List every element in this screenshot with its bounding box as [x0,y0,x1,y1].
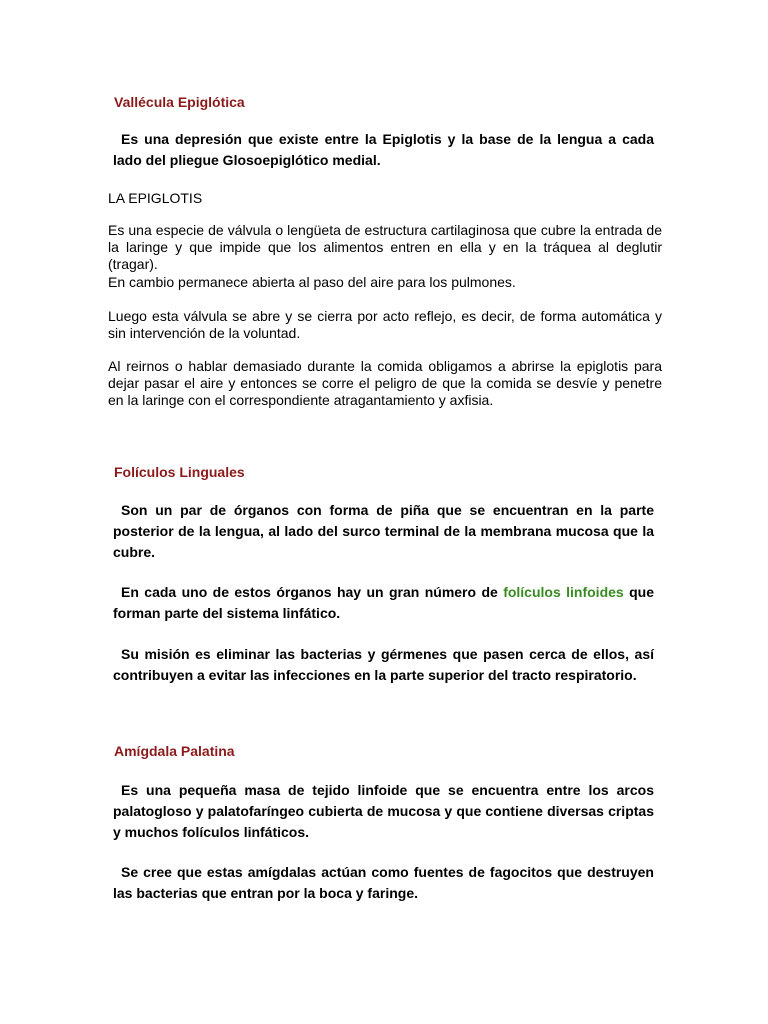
paragraph-amigdala-1: Es una pequeña masa de tejido linfoide que se encuentra entre los arcos palatogloso y palatofaríngeo cubierta de mucosa y que contiene diversas criptas y muchos folículos linfáticos. [113,782,654,840]
paragraph-foliculos-3: Su misión es eliminar las bacterias y gérmenes que pasen cerca de ellos, así contribuyen a evitar las infecciones en la parte superior del tracto respiratorio. [113,646,654,683]
foliculos-linfoides-link[interactable]: folículos linfoides [503,584,624,600]
heading-vallecula-epiglotica: Vallécula Epiglótica [114,94,245,110]
paragraph-epiglotis-1: Es una especie de válvula o lengüeta de estructura cartilaginosa que cubre la entrada de la laringe y que impide que los alimentos entren en ella y en la tráquea al deglutir (tragar). [108,222,662,272]
paragraph-foliculos-2-end: que forman parte del sistema linfático. [113,584,654,621]
paragraph-foliculos-1: Son un par de órganos con forma de piña que se encuentran en la parte posterior de la lengua, al lado del surco terminal de la membrana mucosa que la cubre. [113,502,654,560]
paragraph-vallecula: Es una depresión que existe entre la Epiglotis y la base de la lengua a cada lado del pliegue Glosoepiglótico medial. [113,131,654,168]
paragraph-epiglotis-2: En cambio permanece abierta al paso del aire para los pulmones. [108,274,516,290]
heading-foliculos-linguales: Folículos Linguales [114,464,245,480]
heading-la-epiglotis: LA EPIGLOTIS [108,190,203,206]
paragraph-foliculos-2-start: En cada uno de estos órganos hay un gran número de [121,584,504,600]
paragraph-amigdala-2: Se cree que estas amígdalas actúan como fuentes de fagocitos que destruyen las bacterias que entran por la boca y faringe. [113,864,654,901]
paragraph-foliculos-2 [113,582,654,624]
paragraph-epiglotis-4: Al reirnos o hablar demasiado durante la comida obligamos a abrirse la epiglotis para dejar pasar el aire y entonces se corre el peligro de que la comida se desvíe y penetre en la laringe con el correspondiente atragantamiento y axfisia. [108,358,662,408]
heading-amigdala-palatina: Amígdala Palatina [114,743,235,759]
paragraph-epiglotis-3: Luego esta válvula se abre y se cierra por acto reflejo, es decir, de forma automática y sin intervención de la voluntad. [108,308,662,341]
